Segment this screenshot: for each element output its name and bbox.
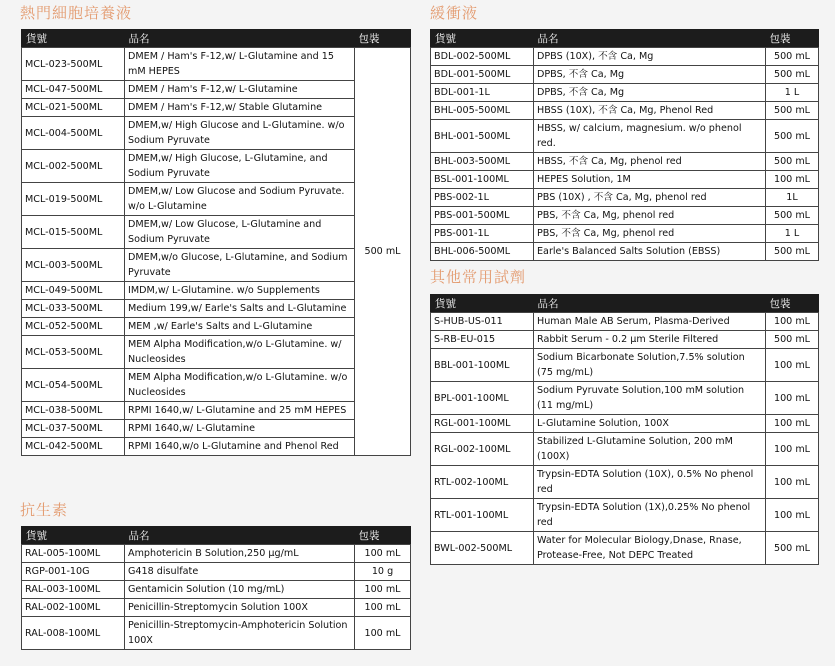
header-name: 品名 xyxy=(534,30,766,48)
product-name: HBSS, w/ calcium, magnesium. w/o phenol red. xyxy=(534,120,766,153)
product-name: Sodium Pyruvate Solution,100 mM solution (11 mg/mL) xyxy=(534,382,766,415)
package-size: 100 mL xyxy=(766,499,819,532)
product-name: Water for Molecular Biology,Dnase, Rnase, Protease-Free, Not DEPC Treated xyxy=(534,532,766,565)
product-code: BHL-005-500ML xyxy=(431,102,534,120)
table-row xyxy=(431,153,819,171)
package-size: 100 mL xyxy=(355,581,411,599)
table-row xyxy=(431,433,819,466)
product-name: IMDM,w/ L-Glutamine. w/o Supplements xyxy=(125,282,355,300)
product-code: BSL-001-100ML xyxy=(431,171,534,189)
product-name: PBS, 不含 Ca, Mg, phenol red xyxy=(534,207,766,225)
table-row xyxy=(22,369,411,402)
product-name: HEPES Solution, 1M xyxy=(534,171,766,189)
product-code: MCL-038-500ML xyxy=(22,402,125,420)
product-name: Trypsin-EDTA Solution (1X),0.25% No phenol red xyxy=(534,499,766,532)
table-row xyxy=(22,150,411,183)
table-row xyxy=(431,189,819,207)
product-name: Earle's Balanced Salts Solution (EBSS) xyxy=(534,243,766,261)
table-row xyxy=(22,300,411,318)
product-code: BBL-001-100ML xyxy=(431,349,534,382)
product-code: RTL-001-100ML xyxy=(431,499,534,532)
table-row xyxy=(431,225,819,243)
table-row xyxy=(431,66,819,84)
product-name: DMEM,w/ High Glucose and L-Glutamine. w/o Sodium Pyruvate xyxy=(125,117,355,150)
product-name: DMEM / Ham's F-12,w/ L-Glutamine xyxy=(125,81,355,99)
product-code: MCL-047-500ML xyxy=(22,81,125,99)
product-code: RTL-002-100ML xyxy=(431,466,534,499)
table-row xyxy=(431,532,819,565)
product-name: DMEM,w/ Low Glucose, L-Glutamine and Sodium Pyruvate xyxy=(125,216,355,249)
package-size: 100 mL xyxy=(766,433,819,466)
table-row xyxy=(431,48,819,66)
reagents-section-title: 其他常用試劑 xyxy=(430,268,527,286)
product-code: MCL-004-500ML xyxy=(22,117,125,150)
table-row xyxy=(431,499,819,532)
table-row xyxy=(22,438,411,456)
product-name: DMEM,w/o Glucose, L-Glutamine, and Sodium Pyruvate xyxy=(125,249,355,282)
package-size: 100 mL xyxy=(355,599,411,617)
product-code: PBS-002-1L xyxy=(431,189,534,207)
table-row xyxy=(431,331,819,349)
product-code: BDL-001-1L xyxy=(431,84,534,102)
table-header-row xyxy=(22,30,411,48)
package-size: 500 mL xyxy=(766,102,819,120)
package-size: 100 mL xyxy=(766,382,819,415)
product-name: MEM Alpha Modification,w/o L-Glutamine. w/o Nucleosides xyxy=(125,369,355,402)
table-row xyxy=(22,318,411,336)
product-code: BDL-002-500ML xyxy=(431,48,534,66)
product-name: MEM Alpha Modification,w/o L-Glutamine. w/ Nucleosides xyxy=(125,336,355,369)
table-row xyxy=(22,249,411,282)
package-size: 10 g xyxy=(355,563,411,581)
product-code: MCL-037-500ML xyxy=(22,420,125,438)
product-code: BWL-002-500ML xyxy=(431,532,534,565)
antibiotics-table xyxy=(21,526,411,650)
header-code: 貨號 xyxy=(22,527,125,545)
product-name: L-Glutamine Solution, 100X xyxy=(534,415,766,433)
table-header-row xyxy=(22,527,411,545)
table-row xyxy=(22,336,411,369)
table-row xyxy=(431,415,819,433)
header-package: 包裝 xyxy=(766,30,819,48)
package-size: 100 mL xyxy=(355,545,411,563)
antibiotics-section-title: 抗生素 xyxy=(20,501,69,519)
table-row xyxy=(22,599,411,617)
package-size: 500 mL xyxy=(766,120,819,153)
table-row xyxy=(22,402,411,420)
product-name: Trypsin-EDTA Solution (10X), 0.5% No phenol red xyxy=(534,466,766,499)
table-row xyxy=(431,84,819,102)
package-size: 500 mL xyxy=(766,66,819,84)
product-name: Human Male AB Serum, Plasma-Derived xyxy=(534,313,766,331)
table-row xyxy=(431,102,819,120)
header-code: 貨號 xyxy=(22,30,125,48)
header-package: 包裝 xyxy=(355,30,411,48)
package-size: 100 mL xyxy=(766,349,819,382)
table-row xyxy=(431,382,819,415)
buffers-section-title: 緩衝液 xyxy=(430,4,479,22)
package-size: 500 mL xyxy=(766,153,819,171)
table-row xyxy=(431,171,819,189)
product-code: MCL-054-500ML xyxy=(22,369,125,402)
product-name: Penicillin-Streptomycin-Amphotericin Solution 100X xyxy=(125,617,355,650)
package-size: 1L xyxy=(766,189,819,207)
product-code: BHL-006-500ML xyxy=(431,243,534,261)
table-row xyxy=(431,120,819,153)
product-code: RGL-001-100ML xyxy=(431,415,534,433)
product-code: MCL-015-500ML xyxy=(22,216,125,249)
package-size: 1 L xyxy=(766,84,819,102)
table-row xyxy=(431,349,819,382)
product-name: RPMI 1640,w/ L-Glutamine xyxy=(125,420,355,438)
table-row xyxy=(22,99,411,117)
product-code: BDL-001-500ML xyxy=(431,66,534,84)
product-name: PBS (10X) , 不含 Ca, Mg, phenol red xyxy=(534,189,766,207)
package-size: 500 mL xyxy=(766,243,819,261)
product-name: Amphotericin B Solution,250 µg/mL xyxy=(125,545,355,563)
table-row xyxy=(431,243,819,261)
product-code: MCL-003-500ML xyxy=(22,249,125,282)
culture-media-table xyxy=(21,29,411,456)
product-name: RPMI 1640,w/ L-Glutamine and 25 mM HEPES xyxy=(125,402,355,420)
product-name: PBS, 不含 Ca, Mg, phenol red xyxy=(534,225,766,243)
product-name: Penicillin-Streptomycin Solution 100X xyxy=(125,599,355,617)
header-name: 品名 xyxy=(125,527,355,545)
product-name: MEM ,w/ Earle's Salts and L-Glutamine xyxy=(125,318,355,336)
table-row xyxy=(22,420,411,438)
product-code: MCL-033-500ML xyxy=(22,300,125,318)
product-code: RAL-003-100ML xyxy=(22,581,125,599)
table-row xyxy=(22,216,411,249)
product-name: DPBS, 不含 Ca, Mg xyxy=(534,84,766,102)
package-size: 100 mL xyxy=(355,617,411,650)
product-name: DMEM,w/ Low Glucose and Sodium Pyruvate. w/o L-Glutamine xyxy=(125,183,355,216)
product-code: RAL-002-100ML xyxy=(22,599,125,617)
product-code: MCL-042-500ML xyxy=(22,438,125,456)
table-row xyxy=(22,117,411,150)
table-header-row xyxy=(431,295,819,313)
product-name: DMEM / Ham's F-12,w/ L-Glutamine and 15 mM HEPES xyxy=(125,48,355,81)
product-code: RAL-008-100ML xyxy=(22,617,125,650)
product-code: PBS-001-1L xyxy=(431,225,534,243)
header-code: 貨號 xyxy=(431,295,534,313)
culture-section-title: 熱門細胞培養液 xyxy=(20,4,133,22)
package-size: 500 mL xyxy=(766,207,819,225)
table-row xyxy=(431,466,819,499)
product-name: DPBS (10X), 不含 Ca, Mg xyxy=(534,48,766,66)
table-row xyxy=(22,563,411,581)
product-name: HBSS, 不含 Ca, Mg, phenol red xyxy=(534,153,766,171)
package-size: 100 mL xyxy=(766,415,819,433)
product-code: RGL-002-100ML xyxy=(431,433,534,466)
product-name: Gentamicin Solution (10 mg/mL) xyxy=(125,581,355,599)
product-name: RPMI 1640,w/o L-Glutamine and Phenol Red xyxy=(125,438,355,456)
table-row xyxy=(431,313,819,331)
package-size: 500 mL xyxy=(766,331,819,349)
product-code: MCL-049-500ML xyxy=(22,282,125,300)
table-row xyxy=(22,48,411,81)
product-code: MCL-023-500ML xyxy=(22,48,125,81)
table-row xyxy=(22,282,411,300)
product-code: RAL-005-100ML xyxy=(22,545,125,563)
header-package: 包裝 xyxy=(766,295,819,313)
table-row xyxy=(22,617,411,650)
package-size: 100 mL xyxy=(766,313,819,331)
package-size: 100 mL xyxy=(766,171,819,189)
product-code: MCL-053-500ML xyxy=(22,336,125,369)
header-name: 品名 xyxy=(534,295,766,313)
product-code: MCL-019-500ML xyxy=(22,183,125,216)
header-code: 貨號 xyxy=(431,30,534,48)
reagents-table xyxy=(430,294,819,565)
product-code: BHL-003-500ML xyxy=(431,153,534,171)
product-name: DPBS, 不含 Ca, Mg xyxy=(534,66,766,84)
table-row xyxy=(22,81,411,99)
table-row xyxy=(22,581,411,599)
table-row xyxy=(22,545,411,563)
package-size: 1 L xyxy=(766,225,819,243)
product-code: MCL-021-500ML xyxy=(22,99,125,117)
product-code: BPL-001-100ML xyxy=(431,382,534,415)
package-size: 500 mL xyxy=(766,48,819,66)
package-size: 500 mL xyxy=(355,48,411,456)
buffers-table xyxy=(430,29,819,261)
product-name: DMEM / Ham's F-12,w/ Stable Glutamine xyxy=(125,99,355,117)
table-header-row xyxy=(431,30,819,48)
header-package: 包裝 xyxy=(355,527,411,545)
product-code: S-RB-EU-015 xyxy=(431,331,534,349)
product-name: DMEM,w/ High Glucose, L-Glutamine, and Sodium Pyruvate xyxy=(125,150,355,183)
product-name: G418 disulfate xyxy=(125,563,355,581)
table-row xyxy=(22,183,411,216)
product-name: Rabbit Serum - 0.2 µm Sterile Filtered xyxy=(534,331,766,349)
product-name: Sodium Bicarbonate Solution,7.5% solution (75 mg/mL) xyxy=(534,349,766,382)
package-size: 500 mL xyxy=(766,532,819,565)
product-name: Stabilized L-Glutamine Solution, 200 mM (100X) xyxy=(534,433,766,466)
product-name: HBSS (10X), 不含 Ca, Mg, Phenol Red xyxy=(534,102,766,120)
product-code: MCL-052-500ML xyxy=(22,318,125,336)
product-code: MCL-002-500ML xyxy=(22,150,125,183)
table-row xyxy=(431,207,819,225)
product-name: Medium 199,w/ Earle's Salts and L-Glutamine xyxy=(125,300,355,318)
package-size: 100 mL xyxy=(766,466,819,499)
product-code: RGP-001-10G xyxy=(22,563,125,581)
header-name: 品名 xyxy=(125,30,355,48)
product-code: BHL-001-500ML xyxy=(431,120,534,153)
product-code: PBS-001-500ML xyxy=(431,207,534,225)
product-code: S-HUB-US-011 xyxy=(431,313,534,331)
